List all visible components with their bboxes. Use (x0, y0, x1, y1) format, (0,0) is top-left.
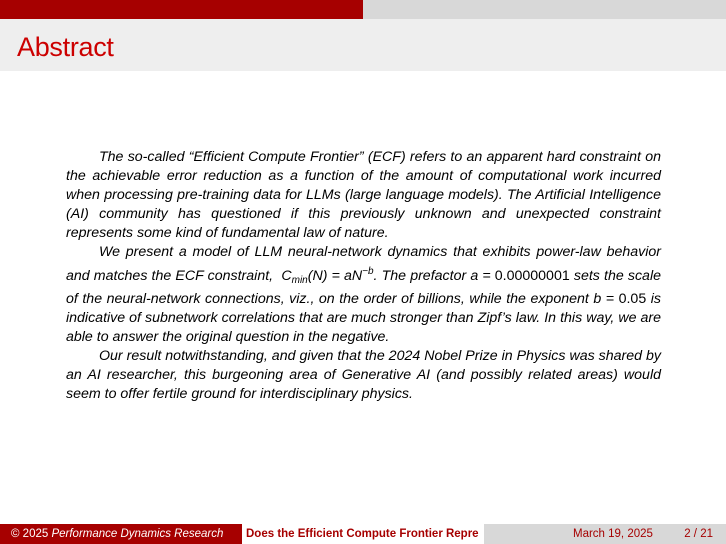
prefactor-value: 0.00000001 (494, 268, 570, 284)
p2-text-3: sets the scale of the neural-network connections, viz., on the order of billions, while the exponent (66, 268, 661, 307)
abstract-paragraph-3: Our result notwithstanding, and given that the 2024 Nobel Prize in Physics was shared by an AI researcher, this burgeoning area of Generative AI (and possibly related areas) would seem to offer fertile ground for interdisciplinary physics. (66, 348, 661, 402)
footer-date: March 19, 2025 (573, 528, 653, 540)
formula-superscript: −b (362, 266, 374, 277)
exponent-eq: b = (593, 291, 619, 307)
p2-text-4: is indicative of subnetwork correlations that are much stronger than Zipf’s law. In this way, we are able to answer the original question in the negative. (66, 291, 661, 345)
progress-fill (0, 0, 363, 19)
frame-title: Abstract (17, 32, 114, 62)
abstract-body (66, 148, 661, 404)
ecf-formula (281, 268, 373, 284)
abstract-paragraph-2 (66, 243, 661, 347)
footer-copyright: © 2025 (11, 528, 49, 540)
abstract-paragraph-1: The so-called “Efficient Compute Frontier” (ECF) refers to an apparent hard constraint on the achievable error reduction as a function of the amount of computational work incurred when processing pre-training data for LLMs (large language models). The Artificial Intelligence (AI) community has questioned if this previously unknown and unexpected constraint represents some kind of fundamental law of nature. (66, 149, 661, 241)
progress-bar (0, 0, 726, 19)
p2-text-1: We present a model of LLM neural-network dynamics that exhibits power-law behavior and matches the ECF constraint, (66, 244, 661, 284)
footer-institute: Performance Dynamics Research (51, 528, 224, 540)
footer (0, 524, 726, 544)
formula-main: (N) = aN (307, 268, 363, 284)
p2-text-2: . The prefactor (373, 268, 467, 284)
footer-date-page (484, 524, 726, 544)
prefactor-eq: a = (470, 268, 495, 284)
footer-page-number: 2 / 21 (684, 528, 713, 540)
formula-subscript: min (291, 275, 308, 286)
frame-title-bar (0, 19, 726, 71)
exponent-value: 0.05 (618, 291, 647, 307)
formula-c: C (281, 268, 292, 284)
footer-author (0, 524, 242, 544)
footer-short-title: Does the Efficient Compute Frontier Repre (242, 524, 484, 544)
